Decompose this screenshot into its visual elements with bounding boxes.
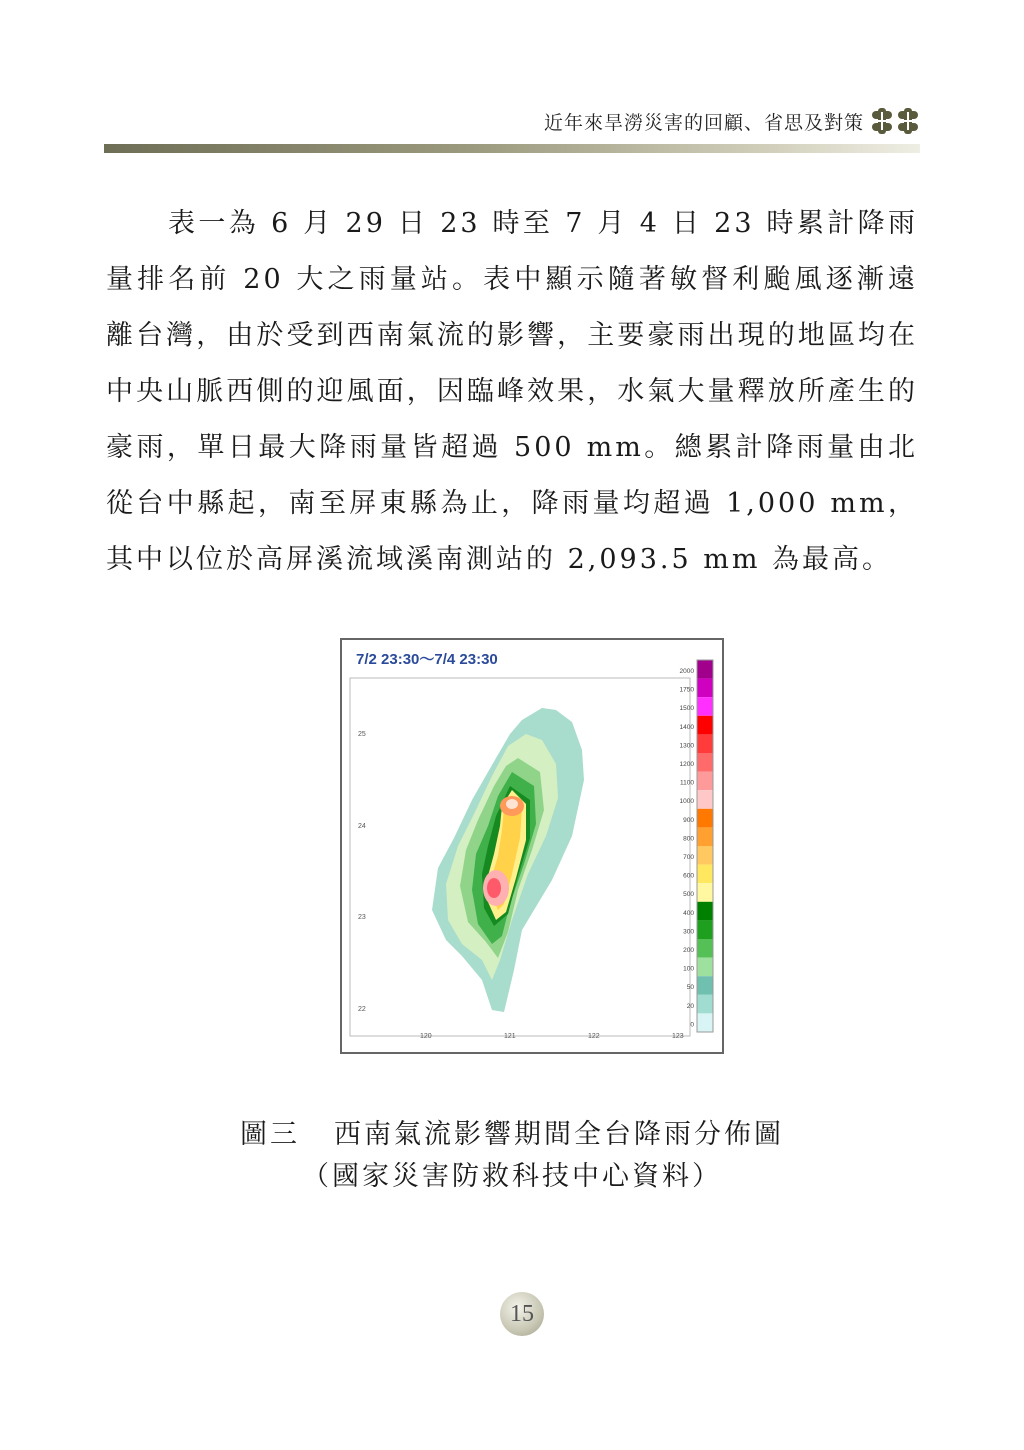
body-paragraph: 表一為 6 月 29 日 23 時至 7 月 4 日 23 時累計降雨量排名前 20 大之雨量站。表中顯示隨著敏督利颱風逐漸遠離台灣，由於受到西南氣流的影響，主要豪雨出現的地區均在中央山脈西側的迎風面，因臨峰效果，水氣大量釋放所產生的豪雨，單日最大降雨量皆超過 500 mm。總累計降雨量由北從台中縣起，南至屏東縣為止，降雨量均超過 1,000 mm，其中以位於高屏溪流域溪南測站的 2,093.5 mm 為最高。 <box>106 208 918 575</box>
legend-swatch <box>697 790 713 809</box>
legend-swatch <box>697 958 713 977</box>
caption-text: 西南氣流影響期間全台降雨分佈圖 <box>334 1119 784 1150</box>
caption-label: 圖三 <box>240 1119 300 1150</box>
legend-swatch <box>697 883 713 902</box>
legend-label: 1300 <box>679 742 694 750</box>
rainfall-map-figure <box>340 638 724 1054</box>
legend-label: 1400 <box>679 723 694 731</box>
header-rule <box>104 144 920 153</box>
legend-swatch <box>697 920 713 939</box>
legend-label: 700 <box>683 854 694 862</box>
legend-swatch <box>697 734 713 753</box>
rainfall-legend <box>680 660 713 1032</box>
running-header <box>544 104 920 138</box>
legend-label: 800 <box>683 835 694 843</box>
legend-swatch <box>697 846 713 865</box>
page-number: 15 <box>500 1292 544 1336</box>
legend-swatch <box>697 772 713 791</box>
lat-label: 23 <box>358 914 366 921</box>
lat-label: 24 <box>358 823 366 830</box>
legend-label: 400 <box>683 909 694 917</box>
lat-label: 22 <box>358 1006 366 1013</box>
legend-swatch <box>697 976 713 995</box>
legend-swatch <box>697 809 713 828</box>
legend-label: 1200 <box>679 761 694 769</box>
legend-label: 1500 <box>679 705 694 713</box>
legend-label: 1100 <box>680 779 694 787</box>
legend-swatch <box>697 716 713 735</box>
legend-swatch <box>697 679 713 698</box>
legend-swatch <box>697 827 713 846</box>
legend-swatch <box>697 753 713 772</box>
legend-swatch <box>697 697 713 716</box>
legend-swatch <box>697 660 713 679</box>
legend-label: 900 <box>683 816 694 824</box>
legend-label: 0 <box>690 1021 694 1029</box>
legend-swatch <box>697 995 713 1014</box>
legend-label: 1750 <box>679 686 694 694</box>
legend-swatch <box>697 902 713 921</box>
clover-emblem-icon <box>870 108 920 134</box>
legend-swatch <box>697 1013 713 1032</box>
lon-label: 121 <box>504 1033 516 1040</box>
figure-caption <box>0 1114 1024 1198</box>
map-title: 7/2 23:30～7/4 23:30 <box>356 651 498 668</box>
legend-label: 1000 <box>679 798 694 806</box>
lon-label: 120 <box>420 1033 432 1040</box>
legend-label: 300 <box>683 928 694 936</box>
rainfall-map <box>342 640 722 1052</box>
legend-label: 2000 <box>679 668 694 676</box>
legend-label: 50 <box>686 984 694 992</box>
legend-swatch <box>697 865 713 884</box>
legend-swatch <box>697 939 713 958</box>
legend-label: 20 <box>686 1002 694 1010</box>
lat-label: 25 <box>358 731 366 738</box>
lon-label: 123 <box>672 1033 684 1040</box>
legend-label: 500 <box>683 891 694 899</box>
legend-label: 100 <box>683 965 694 973</box>
lon-label: 122 <box>588 1033 600 1040</box>
caption-source: （國家災害防救科技中心資料） <box>302 1161 722 1192</box>
legend-label: 600 <box>683 872 694 880</box>
header-title: 近年來旱澇災害的回顧、省思及對策 <box>543 111 864 134</box>
legend-label: 200 <box>683 947 694 955</box>
taiwan-rainfall-shape <box>432 708 584 1012</box>
